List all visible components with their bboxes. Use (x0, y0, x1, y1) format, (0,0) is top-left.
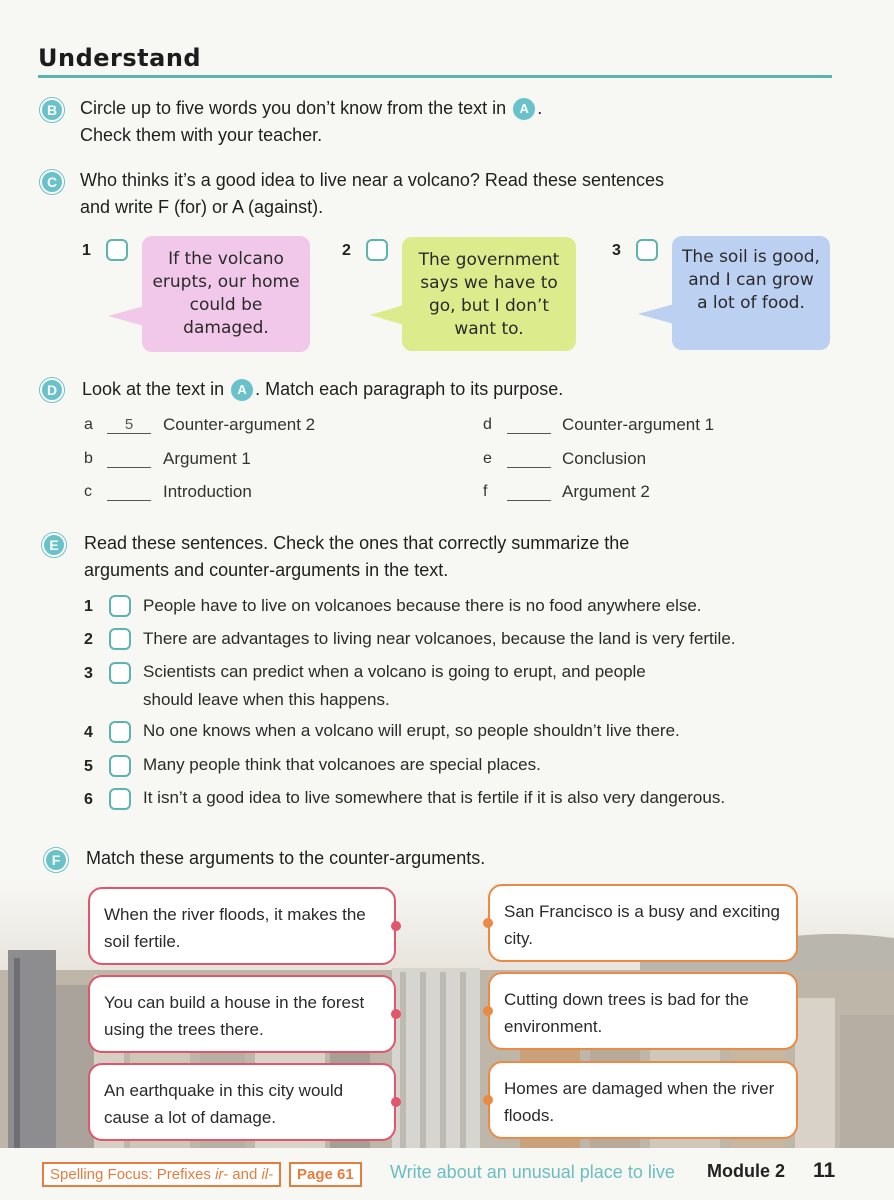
instruction-e (84, 530, 629, 584)
instruction-b-line2: Check them with your teacher. (80, 125, 323, 145)
badge-f: F (44, 848, 68, 872)
bubble-checkbox-3[interactable] (636, 239, 658, 261)
instruction-b (80, 95, 542, 149)
summary-text-3 (143, 658, 646, 714)
instruction-c-line2: and write F (for) or A (against). (80, 197, 324, 217)
summary-text-1: People have to live on volcanoes because there is no food anywhere else. (143, 596, 702, 615)
summary-number-3: 3 (84, 665, 93, 682)
page-ref-link[interactable]: Page 61 (289, 1162, 362, 1187)
summary-text-5: Many people think that volcanoes are special places. (143, 755, 541, 774)
instruction-e-line2: arguments and counter-arguments in the text. (84, 560, 449, 580)
spelling-focus-link[interactable] (42, 1162, 281, 1187)
bubble-tail (370, 305, 404, 325)
bubble-checkbox-2[interactable] (366, 239, 388, 261)
spelling-and: and (228, 1166, 262, 1183)
argument-box-2: You can build a house in the forest using the trees there. (88, 975, 396, 1053)
counter-argument-box-3: Homes are damaged when the river floods. (488, 1061, 798, 1139)
match-purpose-a: Counter-argument 2 (163, 415, 316, 434)
counter-argument-box-1: San Francisco is a busy and exciting city. (488, 884, 798, 962)
match-letter-a: a (84, 416, 93, 433)
badge-c: C (40, 170, 64, 194)
summary-text-3-line2: should leave when this happens. (143, 690, 390, 709)
summary-number-5: 5 (84, 758, 93, 775)
instruction-d (82, 376, 563, 403)
bubble-number-1: 1 (82, 242, 91, 259)
speech-bubble-1 (142, 236, 310, 352)
counter-argument-box-2: Cutting down trees is bad for the environment. (488, 972, 798, 1050)
heading-divider (38, 75, 832, 78)
prefix-il: il- (261, 1166, 274, 1183)
badge-d: D (40, 378, 64, 402)
instruction-c-line1: Who thinks it’s a good idea to live near a volcano? Read these sentences (80, 170, 665, 190)
match-answer-c[interactable] (107, 483, 151, 501)
match-answer-f[interactable] (507, 483, 551, 501)
instruction-f: Match these arguments to the counter-arguments. (86, 848, 486, 868)
summary-checkbox-2[interactable] (109, 628, 131, 650)
bubble-tail (638, 304, 674, 324)
speech-bubble-3-text: The soil is good, and I can grow a lot of food. (682, 247, 820, 313)
counter-argument-dot-2[interactable] (483, 1006, 493, 1016)
speech-bubble-2-text: The government says we have to go, but I don’t want to. (418, 250, 560, 339)
summary-number-2: 2 (84, 631, 93, 648)
speech-bubble-1-text: If the volcano erupts, our home could be damaged. (152, 249, 300, 338)
prefix-ir: ir- (215, 1166, 229, 1183)
match-letter-c: c (84, 483, 92, 500)
speech-bubble-3 (672, 236, 830, 350)
footer-topic: Write about an unusual place to live (390, 1162, 675, 1182)
match-purpose-b: Argument 1 (163, 449, 251, 468)
bubble-checkbox-1[interactable] (106, 239, 128, 261)
summary-text-3-line1: Scientists can predict when a volcano is going to erupt, and people (143, 662, 646, 681)
instruction-d-post: . Match each paragraph to its purpose. (255, 379, 564, 399)
punctuation: . (537, 98, 543, 118)
match-answer-b[interactable] (107, 450, 151, 468)
counter-argument-dot-3[interactable] (483, 1095, 493, 1105)
bubble-number-2: 2 (342, 242, 351, 259)
spelling-focus-label: Spelling Focus: Prefixes (50, 1166, 216, 1183)
match-answer-a[interactable]: 5 (107, 416, 151, 434)
badge-b: B (40, 98, 64, 122)
summary-checkbox-5[interactable] (109, 755, 131, 777)
instruction-d-pre: Look at the text in (82, 379, 225, 399)
match-letter-d: d (483, 416, 492, 433)
summary-number-4: 4 (84, 724, 93, 741)
ref-badge-a: A (513, 98, 535, 120)
summary-text-2: There are advantages to living near volcanoes, because the land is very fertile. (143, 629, 736, 648)
badge-e: E (42, 533, 66, 557)
match-purpose-f: Argument 2 (562, 482, 650, 501)
argument-dot-2[interactable] (391, 1009, 401, 1019)
page-number: 11 (813, 1159, 836, 1182)
speech-bubble-2 (402, 237, 576, 351)
argument-box-3: An earthquake in this city would cause a lot of damage. (88, 1063, 396, 1141)
match-answer-e[interactable] (507, 450, 551, 468)
summary-text-6: It isn’t a good idea to live somewhere that is fertile if it is also very dangerous. (143, 788, 726, 807)
argument-dot-1[interactable] (391, 921, 401, 931)
summary-text-4: No one knows when a volcano will erupt, so people shouldn’t live there. (143, 721, 680, 740)
counter-argument-dot-1[interactable] (483, 918, 493, 928)
ref-badge-a: A (231, 379, 253, 401)
summary-number-1: 1 (84, 598, 93, 615)
argument-box-1: When the river floods, it makes the soil fertile. (88, 887, 396, 965)
instruction-e-line1: Read these sentences. Check the ones that correctly summarize the (84, 533, 630, 553)
instruction-c (80, 167, 664, 221)
match-purpose-c: Introduction (163, 482, 252, 501)
footer-module: Module 2 (707, 1161, 786, 1181)
summary-checkbox-1[interactable] (109, 595, 131, 617)
summary-checkbox-4[interactable] (109, 721, 131, 743)
section-heading: Understand (38, 44, 202, 72)
bubble-tail (108, 306, 144, 326)
match-purpose-d: Counter-argument 1 (562, 415, 715, 434)
match-letter-b: b (84, 450, 93, 467)
argument-dot-3[interactable] (391, 1097, 401, 1107)
match-letter-f: f (483, 483, 488, 500)
match-purpose-e: Conclusion (562, 449, 647, 468)
match-answer-d[interactable] (507, 416, 551, 434)
instruction-b-line1: Circle up to five words you don’t know from the text in (80, 98, 507, 118)
bubble-number-3: 3 (612, 242, 621, 259)
summary-checkbox-3[interactable] (109, 662, 131, 684)
summary-checkbox-6[interactable] (109, 788, 131, 810)
summary-number-6: 6 (84, 791, 93, 808)
match-letter-e: e (483, 450, 492, 467)
